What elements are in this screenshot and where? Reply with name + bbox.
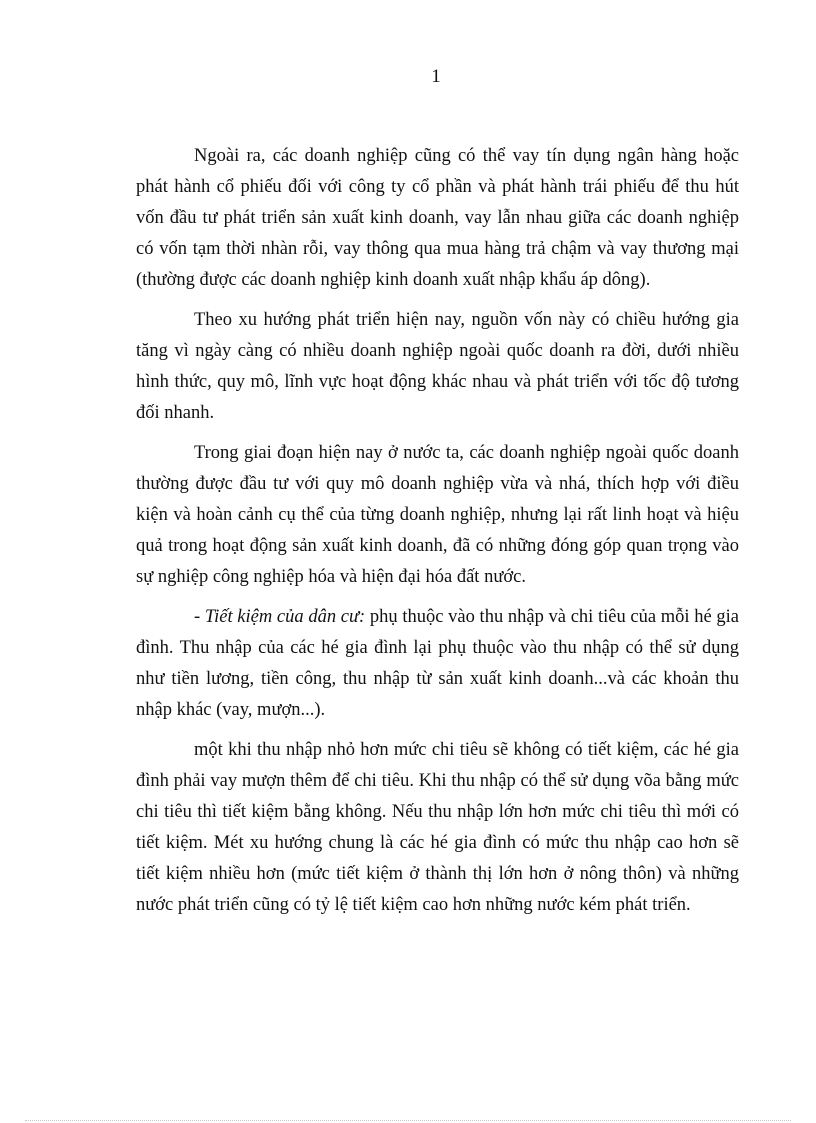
paragraph-2: Theo xu hướng phát triển hiện nay, nguồn vốn này có chiều hướng gia tăng vì ngày càng có nhiều doanh nghiệp ngoài quốc doanh ra đời, dưới nhiều hình thức, quy mô, lĩnh vực hoạt động khác nhau và phát triển với tốc độ tương đối nhanh.: [136, 310, 739, 423]
page-bottom-divider: [25, 1120, 791, 1121]
paragraph-5: một khi thu nhập nhỏ hơn mức chi tiêu sẽ không có tiết kiệm, các hé gia đình phải vay mượn thêm để chi tiêu. Khi thu nhập có thể sử dụng võa bằng mức chi tiêu thì tiết kiệm bằng không. Nếu thu nhập lớn hơn mức chi tiêu thì mới có tiết kiệm. Mét xu hướng chung là các hé gia đình có mức thu nhập cao hơn sẽ tiết kiệm nhiều hơn (mức tiết kiệm ở thành thị lớn hơn ở nông thôn) và những nước phát triển cũng có tỷ lệ tiết kiệm cao hơn những nước kém phát triển.: [136, 740, 739, 915]
paragraph-4: [136, 602, 739, 726]
document-body: [136, 141, 739, 930]
paragraph-3: Trong giai đoạn hiện nay ở nước ta, các doanh nghiệp ngoài quốc doanh thường được đầu tư với quy mô doanh nghiệp vừa và nhá, thích hợp với điều kiện và hoàn cảnh cụ thể của từng doanh nghiệp, nhưng lại rất linh hoạt và hiệu quả trong hoạt động sản xuất kinh doanh, đã có những đóng góp quan trọng vào sự nghiệp công nghiệp hóa và hiện đại hóa đất nước.: [136, 443, 739, 587]
page-number: 1: [431, 66, 441, 87]
paragraph-4-body: phụ thuộc vào thu nhập và chi tiêu của mỗi hé gia đình. Thu nhập của các hé gia đình lại phụ thuộc vào thu nhập có thể sử dụng như tiền lương, tiền công, thu nhập từ sản xuất kinh doanh...và các khoản thu nhập khác (vay, mượn...).: [136, 607, 740, 720]
paragraph-4-lead: - Tiết kiệm của dân cư:: [194, 607, 366, 627]
paragraph-1: Ngoài ra, các doanh nghiệp cũng có thể vay tín dụng ngân hàng hoặc phát hành cổ phiếu đối với công ty cổ phần và phát hành trái phiếu để thu hút vốn đầu tư phát triển sản xuất kinh doanh, vay lẫn nhau giữa các doanh nghiệp có vốn tạm thời nhàn rỗi, vay thông qua mua hàng trả chậm và vay thương mại (thường được các doanh nghiệp kinh doanh xuất nhập khẩu áp dông).: [136, 146, 739, 290]
